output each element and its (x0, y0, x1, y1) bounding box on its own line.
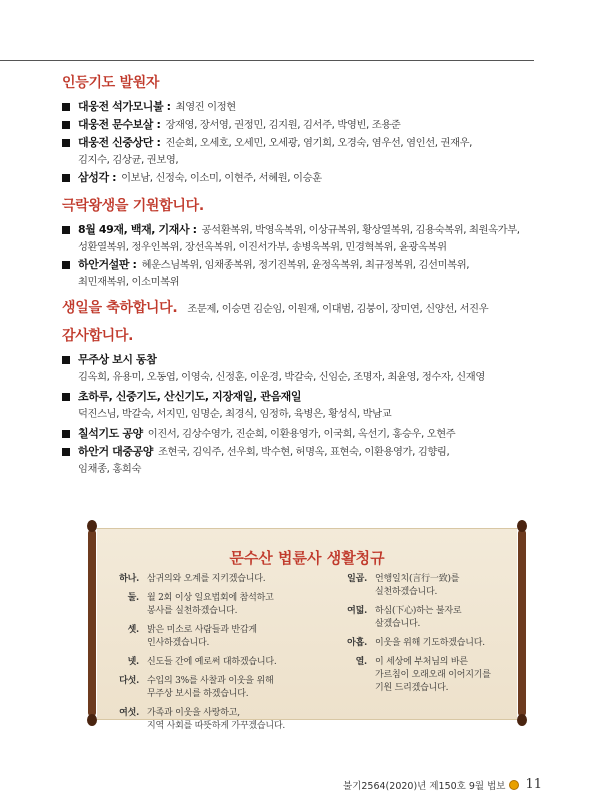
rebirth-item-label: 하안거설판 : (78, 258, 137, 271)
thanks-section (62, 325, 542, 478)
rule-text: 밝은 미소로 사람들과 반갑게 인사하겠습니다. (147, 625, 257, 648)
thanks-item (62, 425, 542, 443)
rule-number: 여섯. (119, 708, 139, 718)
square-bullet-icon (62, 448, 70, 456)
rebirth-item-continuation: 최민재복위, 이소미복위 (78, 276, 180, 288)
donors-item-names: 진순희, 오세호, 오세민, 오세광, 염기희, 오경숙, 염우선, 염인선, 권재우, (165, 137, 473, 149)
rule-number: 열. (355, 657, 367, 667)
page-number: 11 (525, 777, 542, 792)
donors-item-names: 이보남, 신정숙, 이소미, 이현주, 서혜원, 이승훈 (121, 172, 322, 184)
donors-item-names: 장재영, 장서영, 권정민, 김지원, 김서주, 박영빈, 조용준 (165, 119, 401, 131)
rule-text: 신도들 간에 예로써 대하겠습니다. (147, 657, 277, 667)
scroll-paper (97, 528, 517, 731)
donors-item (62, 98, 542, 116)
thanks-list (62, 351, 542, 478)
rule-text: 월 2회 이상 일요법회에 참석하고 봉사를 실천하겠습니다. (147, 593, 274, 616)
rule-number: 둘. (127, 593, 139, 603)
thanks-item-continuation: 덕진스님, 박갈숙, 서지민, 임명순, 최경식, 임정하, 육병은, 황성식, 박남교 (78, 408, 392, 420)
thanks-item (62, 443, 542, 461)
donors-section (62, 72, 542, 187)
thanks-item (62, 388, 542, 406)
square-bullet-icon (62, 139, 70, 147)
rule-number: 넷. (127, 657, 139, 667)
square-bullet-icon (62, 226, 70, 234)
rebirth-title: 극락왕생을 기원합니다. (62, 198, 204, 214)
square-bullet-icon (62, 430, 70, 438)
rule-number: 하나. (119, 574, 139, 584)
rules-right-column (329, 573, 519, 701)
square-bullet-icon (62, 121, 70, 129)
donors-item-names: 최영진 이정현 (175, 101, 236, 113)
square-bullet-icon (62, 103, 70, 111)
rebirth-list (62, 221, 542, 291)
rule-item (329, 637, 519, 650)
rule-text: 삼귀의와 오계를 지키겠습니다. (147, 574, 266, 584)
square-bullet-icon (62, 261, 70, 269)
thanks-item-label: 초하루, 신중기도, 산신기도, 지장재일, 관음재일 (78, 390, 302, 403)
rule-text: 하심(下心)하는 불자로 살겠습니다. (375, 606, 462, 629)
rule-item (329, 605, 519, 631)
donors-item-label: 대웅전 석가모니불 : (78, 100, 171, 113)
rebirth-item-names: 혜운스님복위, 임채종복위, 정기진복위, 윤정옥복위, 최규정복위, 김선미복위, (141, 259, 470, 271)
donors-list (62, 98, 542, 187)
birthday-names: 조문제, 이승면 김순임, 이원재, 이대범, 김붕이, 장미연, 신양선, 서진우 (187, 303, 489, 315)
rule-item (101, 656, 331, 669)
square-bullet-icon (62, 393, 70, 401)
rule-text: 가족과 이웃을 사랑하고, 지역 사회를 따뜻하게 가꾸겠습니다. (147, 708, 286, 731)
scroll-rod-right (515, 518, 529, 728)
rule-item (329, 656, 519, 695)
rule-item (101, 592, 331, 618)
thanks-item-names: 조현국, 김익주, 선우회, 박수현, 허명옥, 표현숙, 이환용영가, 김향림, (158, 446, 450, 458)
rebirth-section (62, 195, 542, 291)
donors-item-label: 대웅전 신중상단 : (78, 136, 161, 149)
rule-item (101, 624, 331, 650)
birthday-section (62, 297, 542, 317)
rebirth-item-label: 8월 49재, 백재, 기재사 : (78, 223, 197, 236)
rule-item (101, 707, 331, 733)
square-bullet-icon (62, 356, 70, 364)
thanks-item-names: 이진서, 김상수영가, 진순희, 이환용영가, 이국희, 옥선기, 홍승우, 오현주 (147, 428, 456, 440)
birthday-title: 생일을 축하합니다. (62, 300, 178, 316)
rule-number: 일곱. (347, 574, 367, 584)
thanks-item-continuation: 김옥희, 유용미, 오동엽, 이영숙, 신정훈, 이운경, 박갈숙, 신임순, 조명자, 최윤영, 정수자, 신재영 (78, 371, 485, 383)
donors-item (62, 134, 542, 152)
rules-scroll (85, 518, 529, 731)
rule-text: 언행일치(言行一致)를 실천하겠습니다. (375, 574, 460, 597)
rule-number: 여덟. (347, 606, 367, 616)
rules-left-column (101, 573, 331, 739)
rule-text: 수입의 3%를 사찰과 이웃을 위해 무주상 보시를 하겠습니다. (147, 676, 274, 699)
rule-item (329, 573, 519, 599)
thanks-item (62, 351, 542, 369)
thanks-item-label: 칠석기도 공양 (78, 427, 143, 440)
footer-issue-text: 불기2564(2020)년 제150호 9월 법보 (343, 780, 506, 792)
donors-item-continuation: 김지수, 김상균, 권보영, (78, 154, 179, 166)
rule-item (101, 573, 331, 586)
rule-text: 이 세상에 부처님의 바른 가르침이 오래오래 이어지기를 기원 드리겠습니다. (375, 657, 491, 693)
donors-item-label: 삼성각 : (78, 171, 117, 184)
page-footer (343, 777, 542, 792)
rebirth-item-names: 공석환복위, 박영옥복위, 이상규복위, 황상열복위, 김용숙복위, 최원옥가부, (201, 224, 520, 236)
donors-title: 인등기도 발원자 (62, 75, 160, 91)
rule-number: 다섯. (119, 676, 139, 686)
rule-text: 이웃을 위해 기도하겠습니다. (375, 638, 485, 648)
main-content (62, 72, 542, 482)
donors-item (62, 169, 542, 187)
dharma-wheel-icon (509, 780, 519, 790)
thanks-item-continuation: 임채종, 홍희숙 (78, 463, 142, 475)
square-bullet-icon (62, 174, 70, 182)
top-rule (0, 60, 534, 61)
thanks-item-label: 하안거 대중공양 (78, 445, 154, 458)
rebirth-item (62, 221, 542, 239)
thanks-item-label: 무주상 보시 동참 (78, 353, 157, 366)
rule-item (101, 675, 331, 701)
rule-number: 아홉. (347, 638, 367, 648)
scroll-title: 문수산 법륜사 생활청규 (229, 549, 385, 567)
rebirth-item (62, 256, 542, 274)
rebirth-item-continuation: 성환열복위, 정우인복위, 장선옥복위, 이진서가부, 송병욱복위, 민경혁복위, 윤광옥복위 (78, 241, 447, 253)
donors-item (62, 116, 542, 134)
rule-number: 셋. (127, 625, 139, 635)
thanks-title: 감사합니다. (62, 328, 134, 344)
donors-item-label: 대웅전 문수보살 : (78, 118, 161, 131)
